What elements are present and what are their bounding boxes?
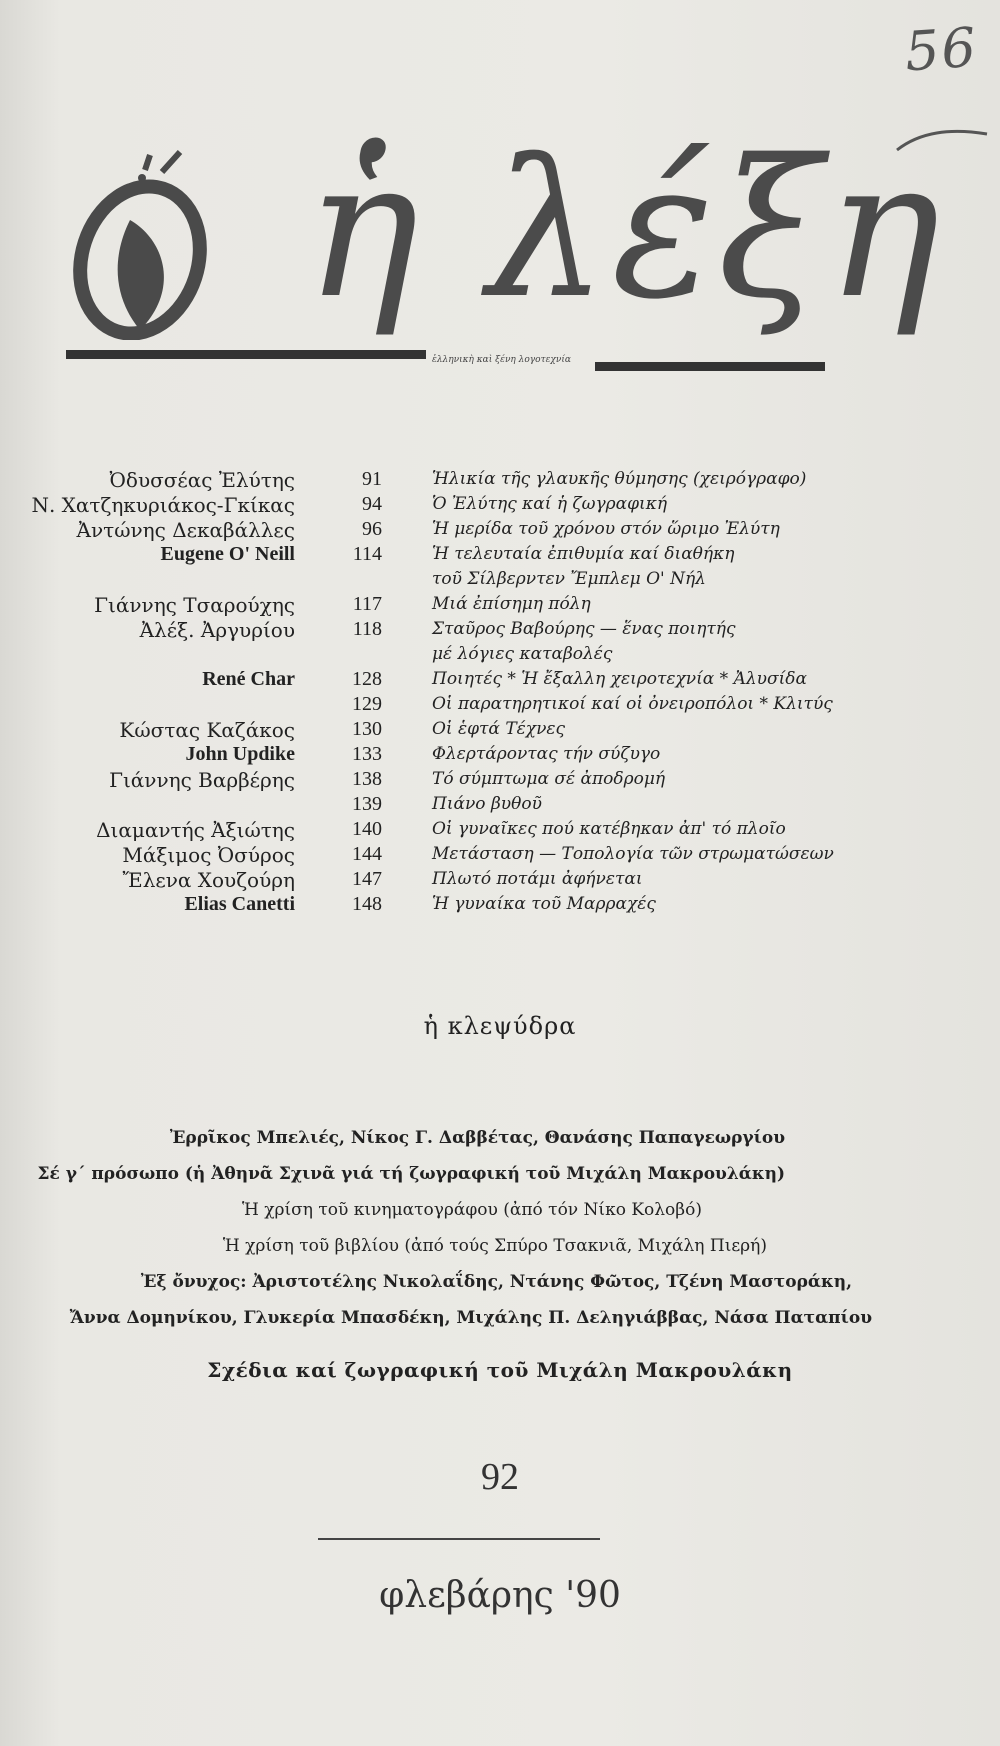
toc-title: Σταῦρος Βαβούρης — ἕνας ποιητής: [432, 619, 736, 639]
toc-title: Οἱ γυναῖκες πού κατέβηκαν ἀπ' τό πλοῖο: [432, 819, 786, 839]
toc-author: René Char: [202, 668, 295, 690]
toc-row: [0, 493, 1000, 518]
toc-page-number: 144: [352, 843, 382, 865]
toc-author: Μάξιμος Ὀσύρος: [122, 843, 295, 867]
toc-page-number: 129: [352, 693, 382, 715]
toc-page-number: 140: [352, 818, 382, 840]
issue-date: φλεβάρης '90: [379, 1575, 621, 1616]
credit-line: Ἄννα Δομηνίκου, Γλυκερία Μπασδέκη, Μιχάλης Π. Δεληγιάββας, Νάσα Παταπίου: [69, 1308, 872, 1328]
toc-row: [0, 793, 1000, 818]
toc-author: John Updike: [185, 743, 295, 765]
toc-row: [0, 743, 1000, 768]
toc-row: [0, 518, 1000, 543]
toc-page-number: 96: [362, 518, 382, 540]
masthead-tagline: ἑλληνικὴ καὶ ξένη λογοτεχνία: [432, 355, 571, 365]
toc-row: [0, 718, 1000, 743]
toc-page-number: 94: [362, 493, 382, 515]
toc-author: Διαμαντής Ἀξιώτης: [96, 818, 295, 842]
toc-author: Ἀλέξ. Ἀργυρίου: [139, 618, 295, 642]
illustrations-credit: Σχέδια καί ζωγραφική τοῦ Μιχάλη Μακρουλάκη: [207, 1358, 793, 1382]
toc-title: Φλερτάροντας τήν σύζυγο: [432, 744, 661, 764]
toc-row: [0, 668, 1000, 693]
toc-page-number: 148: [352, 893, 382, 915]
toc-page-number: 133: [352, 743, 382, 765]
credit-line: Ἡ χρίση τοῦ κινηματογράφου (ἀπό τόν Νίκο Κολοβό): [241, 1200, 702, 1220]
toc-title: Μιά ἐπίσημη πόλη: [432, 594, 591, 614]
masthead-rule-left: [66, 350, 426, 359]
toc-page-number: 147: [352, 868, 382, 890]
toc-author: Γιάννης Βαρβέρης: [109, 768, 295, 792]
toc-author: Ὀδυσσέας Ἐλύτης: [109, 468, 295, 492]
handwritten-note: 56: [902, 15, 980, 84]
toc-author: Ἔλενα Χουζούρη: [122, 868, 295, 892]
toc-page-number: 91: [362, 468, 382, 490]
toc-page-number: 128: [352, 668, 382, 690]
toc-page-number: 114: [352, 543, 382, 565]
toc-author: Ἀντώνης Δεκαβάλλες: [76, 518, 295, 542]
toc-title: Οἱ παρατηρητικοί καί οἱ ὀνειροπόλοι * Κλιτύς: [432, 694, 833, 714]
toc-row: [0, 593, 1000, 618]
toc-title: Ἡ μερίδα τοῦ χρόνου στόν ὥριμο Ἐλύτη: [432, 519, 780, 539]
toc-title: Οἱ ἑφτά Τέχνες: [432, 719, 566, 739]
toc-author: Γιάννης Τσαρούχης: [94, 593, 295, 617]
toc-row: [0, 768, 1000, 793]
toc-author: Eugene O' Neill: [160, 543, 295, 565]
credit-line: Ἐξ ὄνυχος: Ἀριστοτέλης Νικολαΐδης, Ντάνης Φῶτος, Τζένη Μαστοράκη,: [140, 1272, 852, 1292]
toc-page-number: 118: [352, 618, 382, 640]
toc-row: [0, 893, 1000, 918]
toc-row: [0, 643, 1000, 668]
toc-page-number: 138: [352, 768, 382, 790]
credit-line: Ἐρρῖκος Μπελιές, Νίκος Γ. Δαββέτας, Θανάσης Παπαγεωργίου: [169, 1128, 785, 1148]
credit-line: Σέ γ΄ πρόσωπο (ἡ Ἀθηνᾶ Σχινᾶ γιά τή ζωγραφική τοῦ Μιχάλη Μακρουλάκη): [37, 1164, 785, 1184]
masthead-rule-right: [595, 362, 825, 371]
toc-title: Ὁ Ἐλύτης καί ἡ ζωγραφική: [432, 494, 668, 514]
table-of-contents: [0, 468, 1000, 918]
toc-page-number: 117: [352, 593, 382, 615]
toc-author: Elias Canetti: [184, 893, 295, 915]
issue-divider: [318, 1538, 600, 1540]
toc-page-number: 139: [352, 793, 382, 815]
toc-title: Τό σύμπτωμα σέ ἀποδρομή: [432, 769, 666, 789]
toc-page-number: 130: [352, 718, 382, 740]
toc-title: Ποιητές * Ἡ ἔξαλλη χειροτεχνία * Ἀλυσίδα: [432, 669, 807, 689]
toc-author: Ν. Χατζηκυριάκος-Γκίκας: [31, 493, 295, 517]
toc-row: [0, 618, 1000, 643]
toc-row: [0, 468, 1000, 493]
toc-row: [0, 843, 1000, 868]
toc-title: Ἡλικία τῆς γλαυκῆς θύμησης (χειρόγραφο): [432, 469, 807, 489]
toc-row: [0, 818, 1000, 843]
toc-row: [0, 543, 1000, 568]
toc-title: Πλωτό ποτάμι ἀφήνεται: [432, 869, 643, 889]
toc-title: Ἡ γυναίκα τοῦ Μαρραχές: [432, 894, 656, 914]
toc-title: Πιάνο βυθοῦ: [432, 794, 542, 814]
klepsydra-heading: ἡ κλεψύδρα: [423, 1012, 577, 1040]
toc-title: μέ λόγιες καταβολές: [432, 644, 613, 664]
magazine-title: ἡ λέξη: [305, 119, 945, 340]
toc-title: τοῦ Σίλβερντεν Ἔμπλεμ Ο' Νήλ: [432, 569, 706, 589]
toc-title: Μετάσταση — Τοπολογία τῶν στρωματώσεων: [432, 844, 834, 864]
toc-row: [0, 693, 1000, 718]
issue-number: 92: [481, 1456, 519, 1498]
toc-row: [0, 568, 1000, 593]
magazine-logo-icon: [70, 150, 220, 340]
toc-row: [0, 868, 1000, 893]
toc-title: Ἡ τελευταία ἐπιθυμία καί διαθήκη: [432, 544, 735, 564]
credit-line: Ἡ χρίση τοῦ βιβλίου (ἀπό τούς Σπύρο Τσακνιᾶ, Μιχάλη Πιερή): [222, 1236, 767, 1256]
toc-author: Κώστας Καζάκος: [119, 718, 295, 742]
